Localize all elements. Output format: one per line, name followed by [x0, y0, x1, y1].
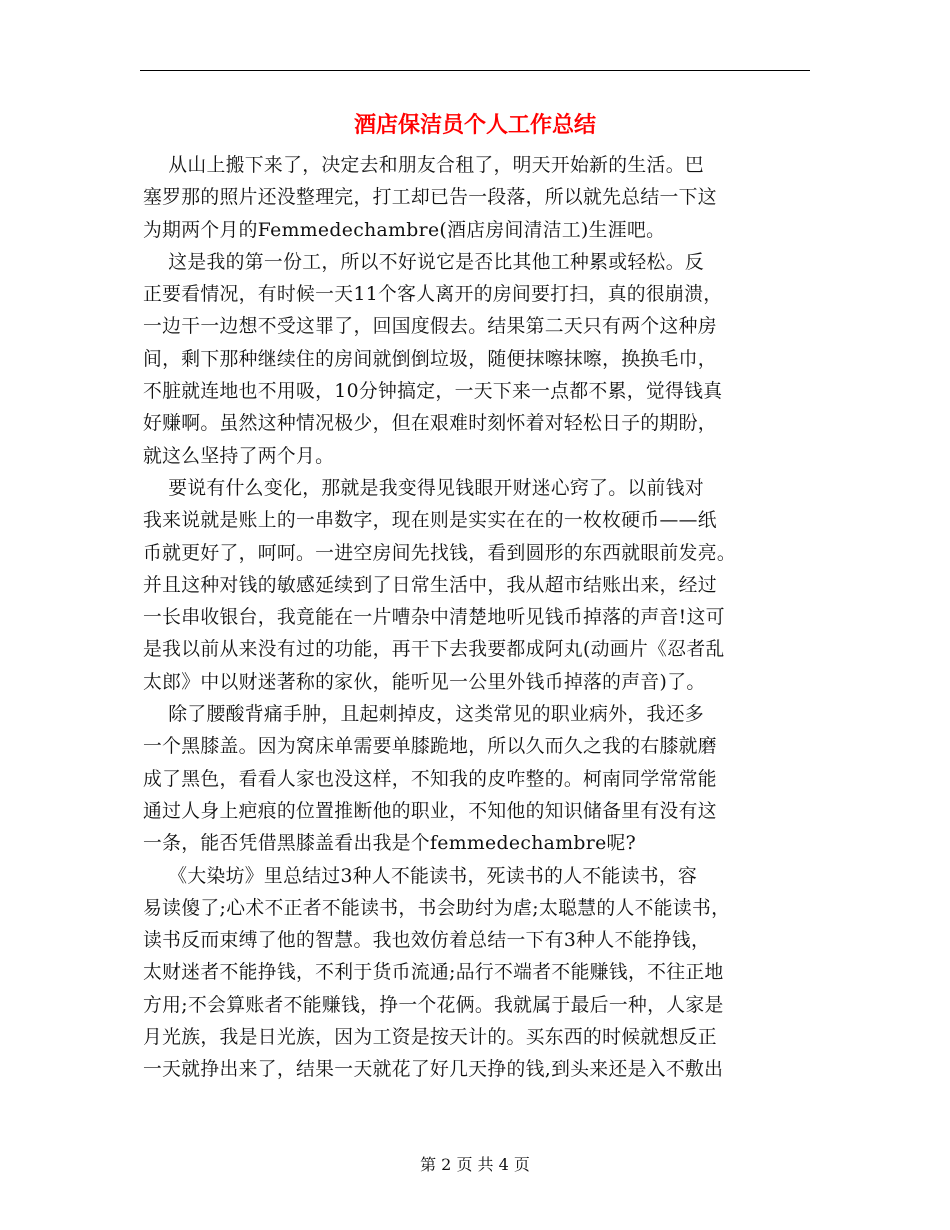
body-line: 不脏就连地也不用吸，10分钟搞定，一天下来一点都不累，觉得钱真 [143, 381, 723, 403]
body-line: 一个黑膝盖。因为窝床单需要单膝跪地，所以久而久之我的右膝就磨 [143, 736, 717, 758]
page-number: 第 2 页 共 4 页 [420, 1155, 530, 1174]
header-rule [140, 70, 810, 71]
body-line: 正要看情况，有时候一天11个客人离开的房间要打扫，真的很崩溃， [143, 284, 723, 306]
body-line: 《大染坊》里总结过3种人不能读书，死读书的人不能读书，容 [143, 865, 698, 887]
body-line: 一长串收银台，我竟能在一片嘈杂中清楚地听见钱币掉落的声音!这可 [143, 607, 725, 629]
body-line: 方用;不会算账者不能赚钱，挣一个花俩。我就属于最后一种，人家是 [143, 994, 724, 1016]
body-line: 从山上搬下来了，决定去和朋友合租了，明天开始新的生活。巴 [143, 155, 704, 176]
body-line: 币就更好了，呵呵。一进空房间先找钱，看到圆形的东西就眼前发亮。 [143, 542, 737, 564]
body-line: 是我以前从来没有过的功能，再干下去我要都成阿丸(动画片《忍者乱 [143, 639, 725, 661]
body-line: 成了黑色，看看人家也没这样，不知我的皮咋整的。柯南同学常常能 [143, 768, 717, 790]
body-line: 塞罗那的照片还没整理完，打工却已告一段落，所以就先总结一下这 [143, 187, 717, 209]
body-line: 我来说就是账上的一串数字，现在则是实实在在的一枚枚硬币——纸 [143, 510, 717, 532]
body-line: 一天就挣出来了，结果一天就花了好几天挣的钱,到头来还是入不敷出 [143, 1059, 724, 1081]
body-line: 要说有什么变化，那就是我变得见钱眼开财迷心窍了。以前钱对 [143, 477, 704, 499]
body-line: 除了腰酸背痛手肿，且起刺掉皮，这类常见的职业病外，我还多 [143, 704, 704, 726]
body-line: 月光族，我是日光族，因为工资是按天计的。买东西的时候就想反正 [143, 1027, 717, 1049]
document-title: 酒店保洁员个人工作总结 [353, 112, 596, 138]
body-line: 通过人身上疤痕的位置推断他的职业，不知他的知识储备里有没有这 [143, 800, 717, 822]
body-line: 太郎》中以财迷著称的家伙，能听见一公里外钱币掉落的声音)了。 [143, 671, 706, 693]
body-line: 一条，能否凭借黑膝盖看出我是个femmedechambre呢? [143, 833, 637, 855]
body-line: 好赚啊。虽然这种情况极少，但在艰难时刻怀着对轻松日子的期盼， [143, 413, 717, 435]
page-footer [0, 1154, 950, 1176]
body-line: 就这么坚持了两个月。 [143, 445, 335, 467]
body-line: 间，剩下那种继续住的房间就倒倒垃圾，随便抹嚓抹嚓，换换毛巾， [143, 348, 717, 370]
body-line: 一边干一边想不受这罪了，回国度假去。结果第二天只有两个这种房 [143, 316, 717, 338]
body-line: 为期两个月的Femmedechambre(酒店房间清洁工)生涯吧。 [143, 219, 666, 241]
body-line: 易读傻了;心术不正者不能读书，书会助纣为虐;太聪慧的人不能读书， [143, 897, 731, 919]
document-body [143, 150, 809, 1087]
body-line: 太财迷者不能挣钱，不利于货币流通;品行不端者不能赚钱，不往正地 [143, 962, 724, 984]
body-line: 读书反而束缚了他的智慧。我也效仿着总结一下有3种人不能挣钱， [143, 930, 711, 952]
body-line: 并且这种对钱的敏感延续到了日常生活中，我从超市结账出来，经过 [143, 574, 717, 596]
body-line: 这是我的第一份工，所以不好说它是否比其他工种累或轻松。反 [143, 251, 704, 273]
